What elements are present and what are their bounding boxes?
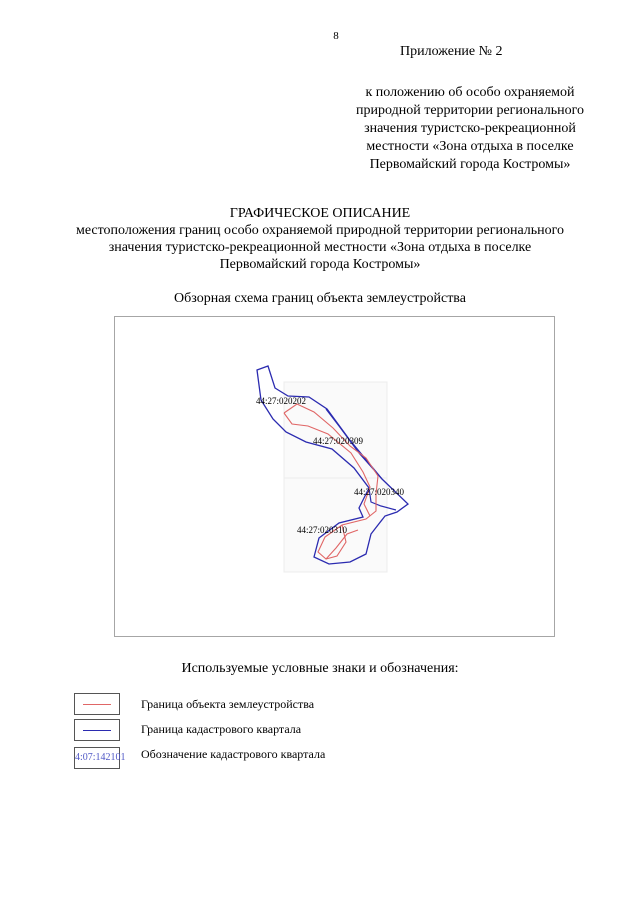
subtitle-line: значения туристско-рекреационной местности «Зона отдыха в поселке (108, 240, 532, 255)
legend-item-cadastral-boundary: Граница кадастрового квартала (141, 722, 302, 736)
legend-blue-line-symbol (74, 719, 120, 741)
document-title: ГРАФИЧЕСКОЕ ОПИСАНИЕ (229, 206, 411, 221)
subtitle-line: местоположения границ особо охраняемой природной территории регионального (75, 223, 565, 238)
legend-title: Используемые условные знаки и обозначения: (181, 661, 459, 676)
page-number: 8 (333, 30, 339, 42)
subtitle-line: Первомайский города Костромы» (219, 257, 421, 272)
appendix-line: Первомайский города Костромы» (369, 157, 571, 172)
appendix-line: местности «Зона отдыха в поселке (366, 139, 574, 154)
cadastral-label: 44:27:020310 (297, 525, 348, 535)
appendix-title: Приложение № 2 (400, 44, 503, 59)
legend-code-symbol (74, 747, 126, 769)
scheme-title: Обзорная схема границ объекта землеустройства (174, 291, 466, 306)
appendix-line: значения туристско-рекреационной (364, 121, 576, 136)
appendix-caption (330, 84, 610, 174)
legend-red-line-symbol (74, 693, 120, 715)
legend-item-cadastral-code: Обозначение кадастрового квартала (141, 747, 326, 761)
cadastral-label: 44:27:020340 (354, 487, 405, 497)
appendix-line: природной территории регионального (356, 103, 584, 118)
legend-code-sample: 4:07:142101 (75, 752, 126, 763)
cadastral-label: 44:27:020202 (256, 396, 307, 406)
overview-map (114, 316, 555, 637)
document-subtitle (40, 222, 600, 273)
legend-item-object-boundary: Граница объекта землеустройства (141, 697, 315, 711)
appendix-line: к положению об особо охраняемой (365, 85, 575, 100)
cadastral-label: 44:27:020309 (313, 436, 364, 446)
